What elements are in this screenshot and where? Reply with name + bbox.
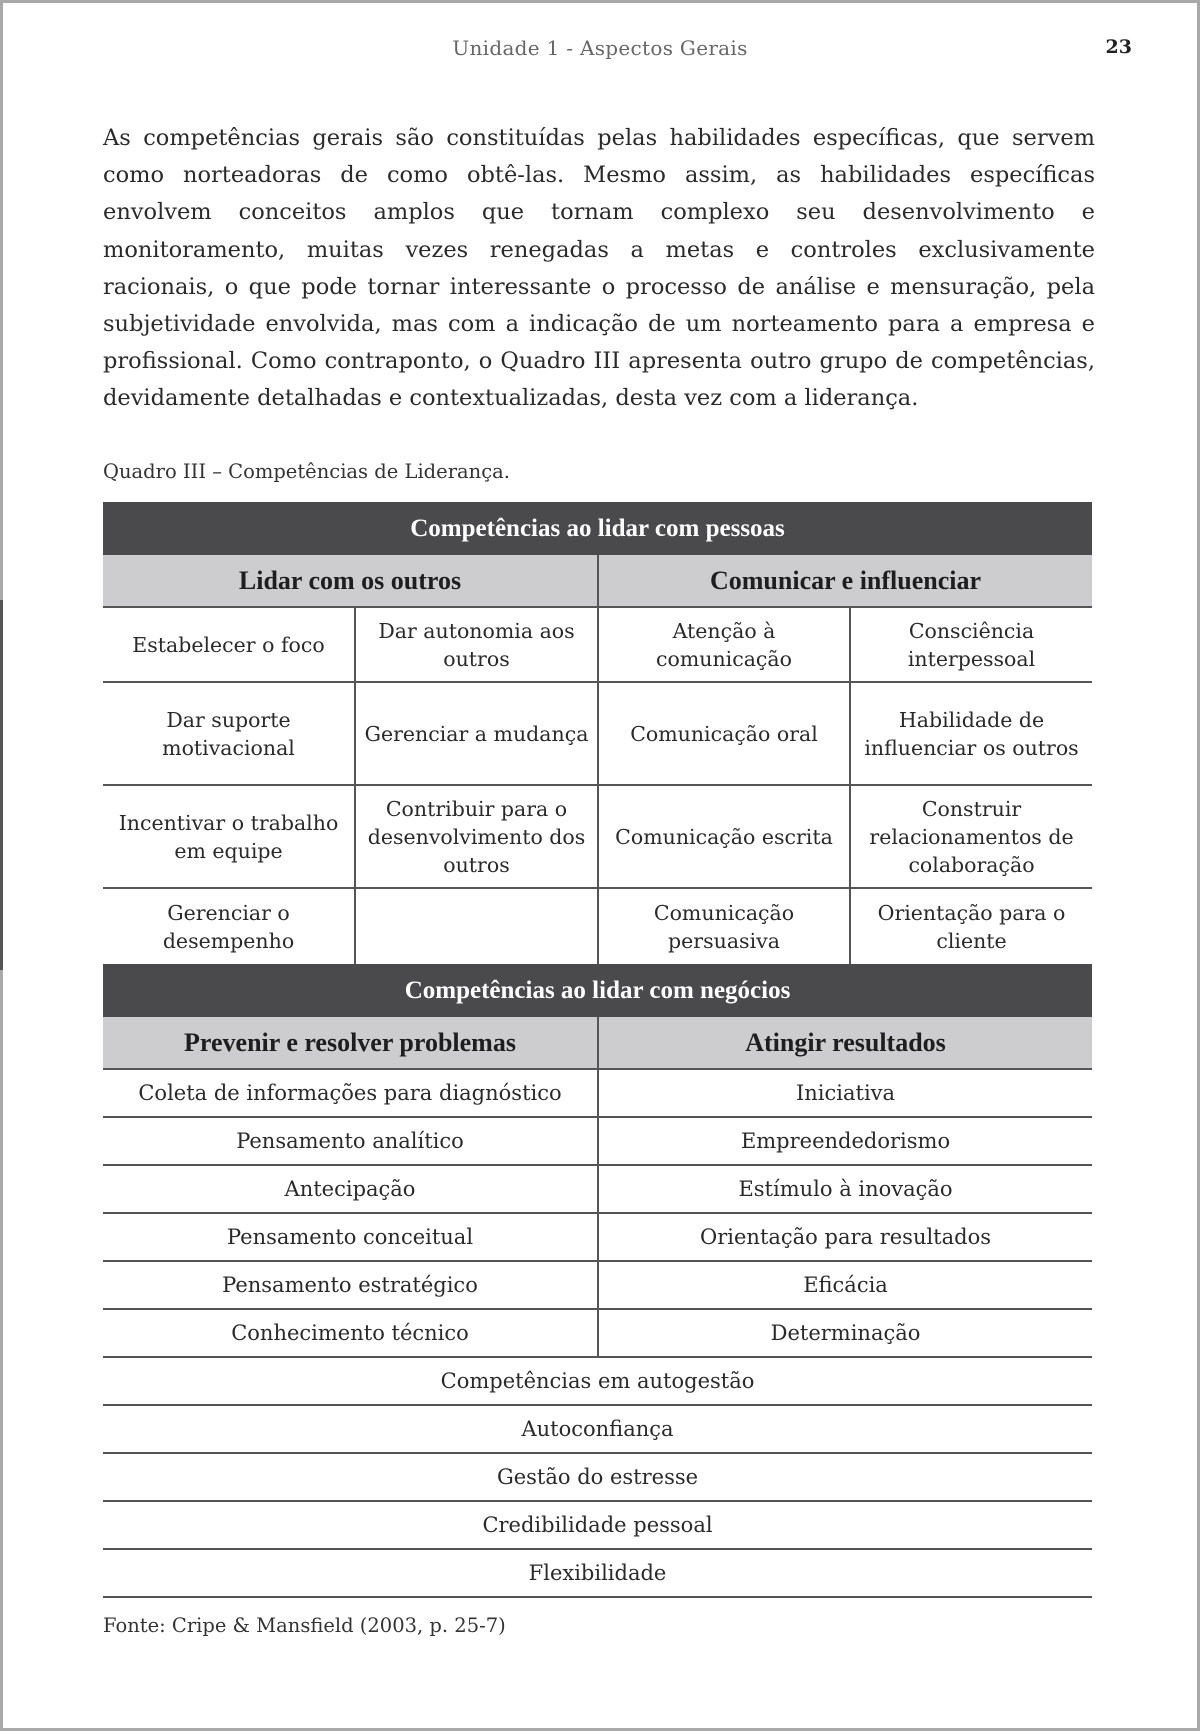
table-cell: Empreendedorismo	[598, 1117, 1092, 1165]
table-cell: Comunicação escrita	[598, 785, 850, 888]
table-cell: Incentivar o trabalho em equipe	[103, 785, 355, 888]
table-cell: Autoconfiança	[103, 1405, 1092, 1453]
table-cell: Dar suporte motivacional	[103, 682, 355, 785]
table-cell: Consciência interpessoal	[850, 607, 1092, 682]
table-cell: Orientação para resultados	[598, 1213, 1092, 1261]
table-cell: Comunicação persuasiva	[598, 888, 850, 964]
table-cell: Dar autonomia aos outros	[355, 607, 598, 682]
body-paragraph: As competências gerais são constituídas pelas habilidades específicas, que servem como norteadoras de como obtê-las. Mesmo assim, as habilidades específicas envolvem conceitos amplos que tornam complexo seu desenvolvimento e monitoramento, muitas vezes renegadas a metas e controles exclusivamente racionais, o que pode tornar interessante o processo de análise e mensuração, pela subjetividade envolvida, mas com a indicação de um norteamento para a empresa e profissional. Como contraponto, o Quadro III apresenta outro grupo de competências, devidamente detalhadas e contextualizadas, desta vez com a liderança.	[103, 125, 1095, 412]
table-row	[103, 1261, 1092, 1309]
table-cell: Habilidade de influenciar os outros	[850, 682, 1092, 785]
table-row	[103, 1309, 1092, 1357]
self-management-heading: Competências em autogestão	[103, 1357, 1092, 1405]
table-row	[103, 1117, 1092, 1165]
table-row	[103, 682, 1092, 785]
table-row	[103, 1069, 1092, 1117]
table-cell: Coleta de informações para diagnóstico	[103, 1069, 598, 1117]
table-cell: Iniciativa	[598, 1069, 1092, 1117]
table-row	[103, 1405, 1092, 1453]
source-citation: Fonte: Cripe & Mansfield (2003, p. 25-7)	[103, 1614, 506, 1637]
group-header-prevenir: Prevenir e resolver problemas	[103, 1017, 598, 1069]
table-cell: Gerenciar o desempenho	[103, 888, 355, 964]
table-cell: Antecipação	[103, 1165, 598, 1213]
group-header-comunicar: Comunicar e influenciar	[598, 555, 1092, 607]
table-row	[103, 1549, 1092, 1597]
table-cell: Construir relacionamentos de colaboração	[850, 785, 1092, 888]
table-row	[103, 1357, 1092, 1405]
table-cell: Flexibilidade	[103, 1549, 1092, 1597]
table-cell: Contribuir para o desenvolvimento dos outros	[355, 785, 598, 888]
table-cell: Atenção à comunicação	[598, 607, 850, 682]
table-row	[103, 1501, 1092, 1549]
table-row	[103, 888, 1092, 964]
table-cell: Gestão do estresse	[103, 1453, 1092, 1501]
table-cell: Determinação	[598, 1309, 1092, 1357]
table-cell: Orientação para o cliente	[877, 900, 1066, 953]
table-cell: Pensamento conceitual	[103, 1213, 598, 1261]
running-header: Unidade 1 - Aspectos Gerais	[452, 36, 748, 60]
table-cell: Pensamento estratégico	[103, 1261, 598, 1309]
section-header-people: Competências ao lidar com pessoas	[103, 502, 1092, 555]
table-row	[103, 1213, 1092, 1261]
group-header-atingir: Atingir resultados	[598, 1017, 1092, 1069]
table-caption: Quadro III – Competências de Liderança.	[103, 460, 510, 483]
table-cell: Pensamento analítico	[103, 1117, 598, 1165]
table-row	[103, 1165, 1092, 1213]
table-row	[103, 1453, 1092, 1501]
page-number: 23	[1105, 36, 1132, 58]
table-cell: Credibilidade pessoal	[103, 1501, 1092, 1549]
table-cell: Estímulo à inovação	[598, 1165, 1092, 1213]
table-cell: Eficácia	[598, 1261, 1092, 1309]
table-cell: Estabelecer o foco	[103, 607, 355, 682]
table-cell-empty	[355, 888, 598, 964]
group-header-lidar: Lidar com os outros	[103, 555, 598, 607]
section-header-business: Competências ao lidar com negócios	[103, 964, 1092, 1017]
table-row	[103, 785, 1092, 888]
table-cell: Gerenciar a mudança	[355, 682, 598, 785]
table-cell: Conhecimento técnico	[103, 1309, 598, 1357]
page-edge-mark	[0, 600, 3, 970]
leadership-competencies-table	[103, 502, 1092, 1598]
table-row	[103, 607, 1092, 682]
table-cell: Comunicação oral	[598, 682, 850, 785]
